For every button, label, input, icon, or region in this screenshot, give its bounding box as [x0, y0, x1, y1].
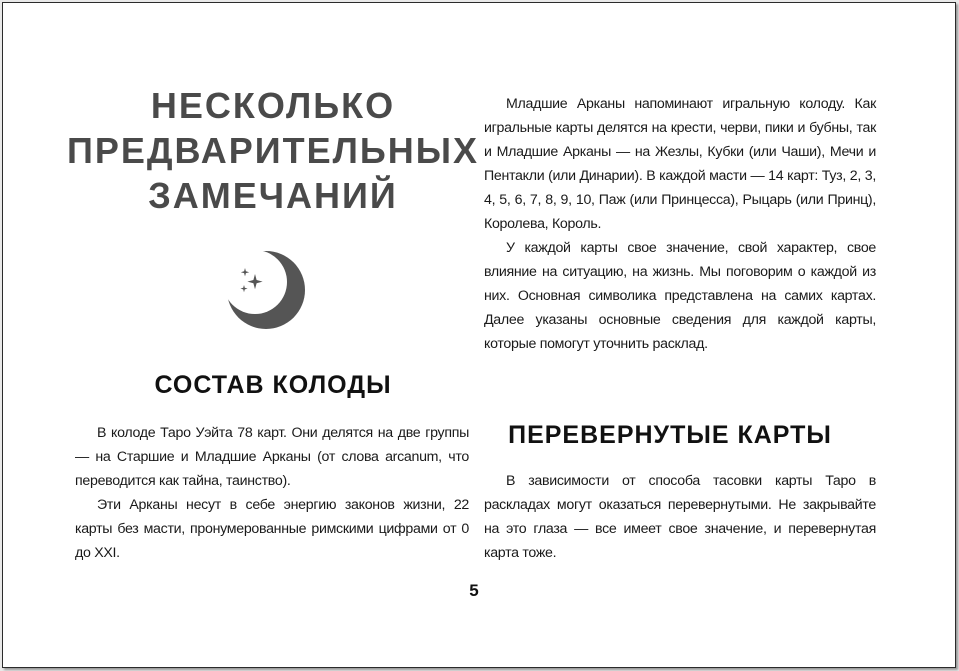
chapter-title-line: НЕСКОЛЬКО — [150, 85, 396, 126]
section-body-minor-arcana — [484, 92, 876, 356]
paragraph: Младшие Арканы напоминают игральную колоду. Как игральные карты делятся на крести, черви, пики и бубны, так и Младшие Арканы — на Жезлы, Кубки (или Чаши), Мечи и Пентакли (или Динарии). В каждой масти — 14 карт: Туз, 2, 3, 4, 5, 6, 7, 8, 9, 10, Паж (или Принцесса), Рыцарь (или Принц), Королева, Король. — [484, 96, 876, 232]
section-body-deck — [75, 421, 469, 565]
paragraph: В колоде Таро Уэйта 78 карт. Они делятся на две группы — на Старшие и Младшие Арканы (от слова arcanum, что переводится как тайна, таинство). — [75, 425, 469, 489]
paragraph: Эти Арканы несут в себе энергию законов жизни, 22 карты без масти, пронумерованные римскими цифрами от 0 до XXI. — [75, 497, 469, 561]
paragraph: У каждой карты свое значение, свой характер, свое влияние на ситуацию, на жизнь. Мы поговорим о каждой из них. Основная символика представлена на самих картах. Далее указаны основные сведения для каждой карты, которые помогут уточнить расклад. — [484, 240, 876, 352]
paragraph: В зависимости от способа тасовки карты Таро в раскладах могут оказаться перевернутыми. Не закрывайте на это глаза — все имеет свое значение, и перевернутая карта тоже. — [484, 473, 876, 561]
chapter-title-line: ЗАМЕЧАНИЙ — [148, 175, 398, 216]
chapter-title-line: ПРЕДВАРИТЕЛЬНЫХ — [66, 130, 480, 171]
book-page — [2, 2, 956, 668]
crescent-moon-icon — [225, 249, 307, 331]
section-heading-deck: СОСТАВ КОЛОДЫ — [154, 371, 392, 399]
section-heading-reversed: ПЕРЕВЕРНУТЫЕ КАРТЫ — [508, 421, 832, 449]
page-number: 5 — [469, 581, 479, 600]
chapter-title — [63, 83, 483, 218]
section-body-reversed — [484, 469, 876, 565]
